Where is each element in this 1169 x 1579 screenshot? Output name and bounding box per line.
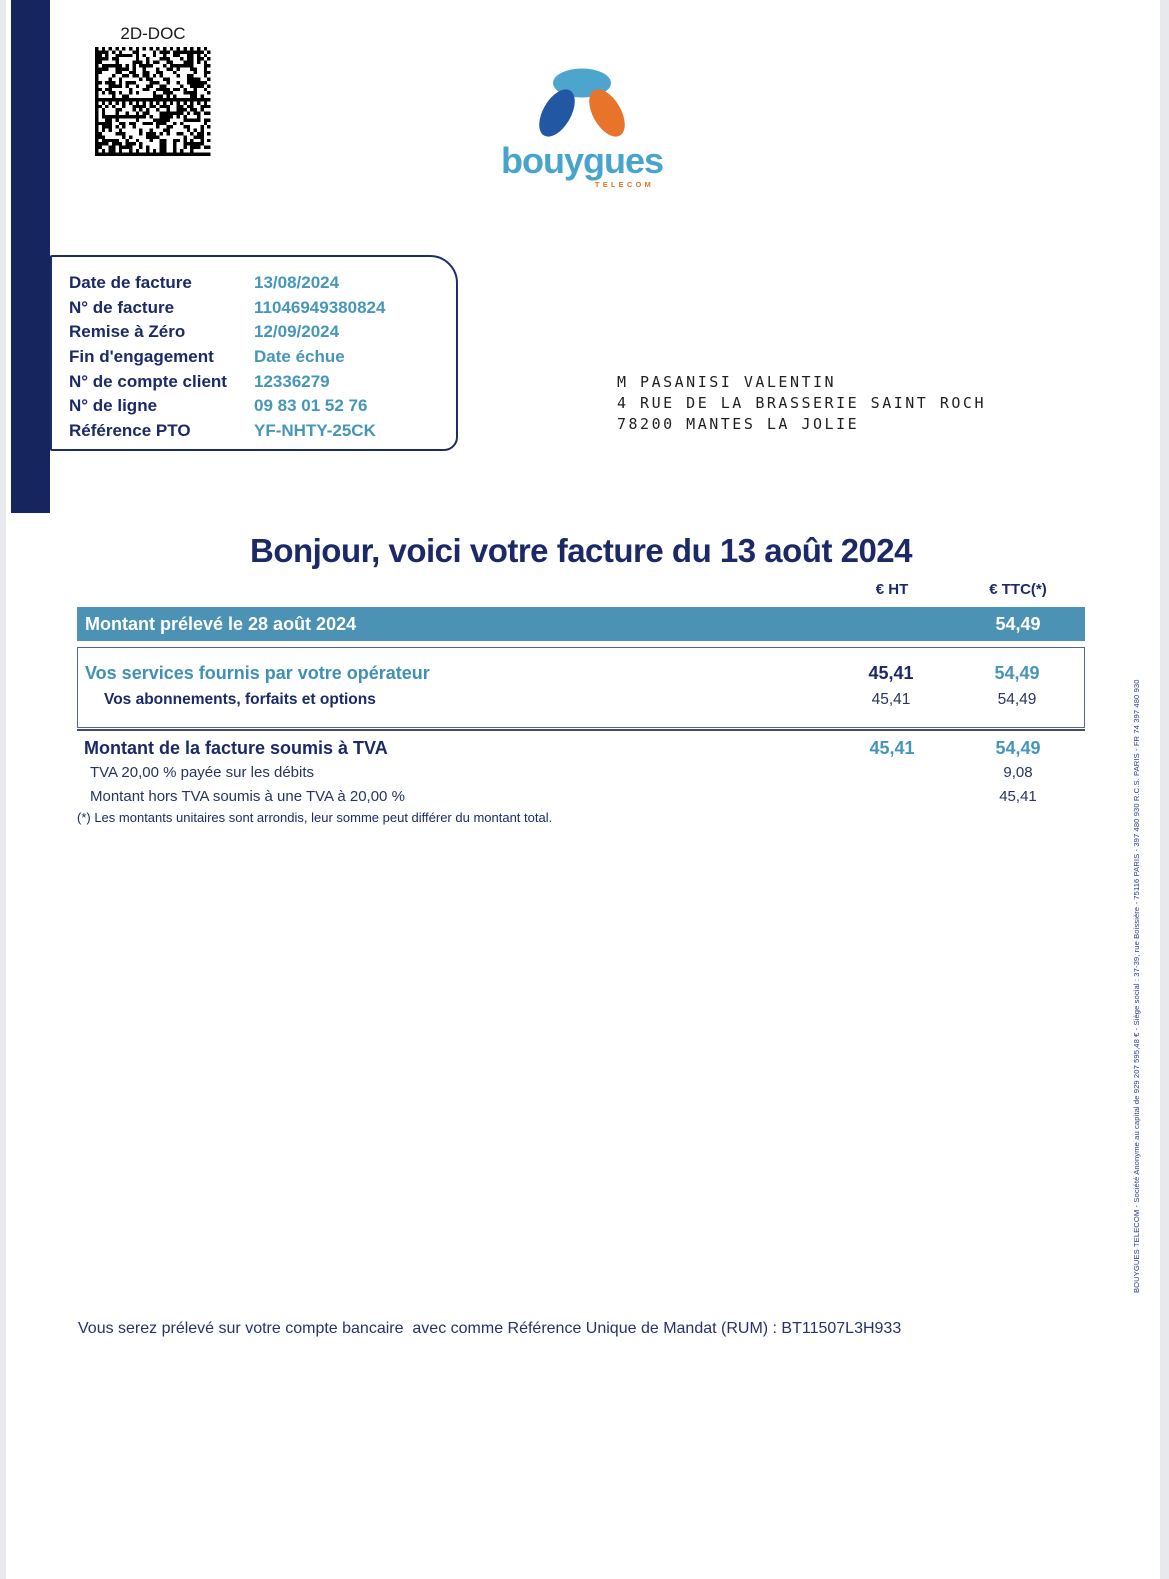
- barcode-label: 2D-DOC: [120, 24, 186, 43]
- info-value: 11046949380824: [254, 297, 386, 317]
- barcode-block: [95, 24, 211, 156]
- column-header-ttc: € TTC(*): [989, 581, 1047, 598]
- section-divider: [77, 729, 1085, 731]
- left-navy-accent-bar: [11, 0, 50, 513]
- band-ttc-value: 54,49: [995, 613, 1041, 634]
- tva-detail-ttc-value: 45,41: [999, 788, 1037, 805]
- info-value: YF-NHTY-25CK: [254, 420, 376, 440]
- info-label: N° de ligne: [69, 396, 158, 416]
- subscriptions-label: Vos abonnements, forfaits et options: [104, 691, 376, 708]
- amount-columns-header: [77, 581, 1085, 598]
- services-ttc-value: 54,49: [994, 662, 1040, 683]
- info-value: Date échue: [254, 347, 345, 367]
- info-row: [52, 394, 456, 419]
- info-value: 09 83 01 52 76: [254, 396, 368, 416]
- recipient-address: [617, 372, 986, 435]
- services-ht-value: 45,41: [868, 662, 914, 683]
- info-row: [52, 345, 456, 370]
- datamatrix-barcode-icon: [95, 47, 211, 156]
- recipient-street-line: 4 RUE DE LA BRASSERIE SAINT ROCH: [617, 394, 986, 412]
- info-label: Référence PTO: [69, 420, 191, 440]
- subscriptions-ttc-value: 54,49: [997, 691, 1037, 708]
- info-value: 12/09/2024: [254, 322, 340, 342]
- info-row: [52, 296, 456, 321]
- services-box: [77, 647, 1085, 728]
- page-right-edge: [1160, 0, 1169, 1579]
- tva-total-label: Montant de la facture soumis à TVA: [84, 738, 388, 758]
- legal-company-info-vertical: BOUYGUES TELECOM - Société Anonyme au capital de 929 207 595,48 € - Siège social : 37-39, rue Boissière - 75116 PARIS - 397 480 930 R.C.S. PARIS - FR 74 397 480 930: [1132, 679, 1141, 1293]
- tva-detail-label: Montant hors TVA soumis à une TVA à 20,00 %: [90, 788, 405, 805]
- tva-detail-row: [77, 764, 1085, 781]
- band-label: Montant prélevé le 28 août 2024: [85, 613, 357, 634]
- invoice-info-box: [50, 255, 458, 451]
- page-left-edge: [0, 0, 6, 1579]
- page-title: Bonjour, voici votre facture du 13 août 2024: [249, 532, 913, 569]
- info-value: 13/08/2024: [254, 273, 340, 293]
- amount-debited-band: [77, 607, 1085, 641]
- info-label: N° de compte client: [69, 371, 227, 391]
- column-header-ht: € HT: [875, 581, 909, 598]
- info-row: [52, 271, 456, 296]
- bouygues-logo-icon: [530, 68, 634, 140]
- tva-detail-ttc-value: 9,08: [1003, 764, 1033, 781]
- info-value: 12336279: [254, 371, 330, 391]
- logo-brand-text: bouygues: [501, 140, 664, 181]
- bouygues-logo: [501, 68, 664, 189]
- info-row: [52, 320, 456, 345]
- tva-total-ht-value: 45,41: [869, 738, 915, 758]
- subscriptions-ht-value: 45,41: [871, 691, 911, 708]
- info-label: Remise à Zéro: [69, 322, 186, 342]
- tva-total-ttc-value: 54,49: [995, 738, 1041, 758]
- tva-total-row: [77, 738, 1085, 759]
- info-label: Fin d'engagement: [69, 347, 214, 367]
- services-row: [78, 660, 1084, 686]
- logo-telecom-text: TELECOM: [594, 180, 654, 189]
- services-title: Vos services fournis par votre opérateur: [85, 662, 430, 683]
- info-row: [52, 419, 456, 444]
- recipient-city-line: 78200 MANTES LA JOLIE: [617, 415, 860, 433]
- info-row: [52, 369, 456, 394]
- recipient-name-line: M PASANISI VALENTIN: [617, 373, 837, 391]
- tva-detail-row: [77, 788, 1085, 805]
- mandate-reference-text: Vous serez prélevé sur votre compte bancaire avec comme Référence Unique de Mandat (RUM) : BT11507L3H933: [78, 1320, 902, 1337]
- info-label: Date de facture: [69, 273, 192, 293]
- subscriptions-row: [78, 691, 1084, 709]
- rounding-footnote: (*) Les montants unitaires sont arrondis, leur somme peut différer du montant total.: [77, 810, 553, 825]
- tva-detail-label: TVA 20,00 % payée sur les débits: [90, 764, 315, 781]
- info-label: N° de facture: [69, 297, 175, 317]
